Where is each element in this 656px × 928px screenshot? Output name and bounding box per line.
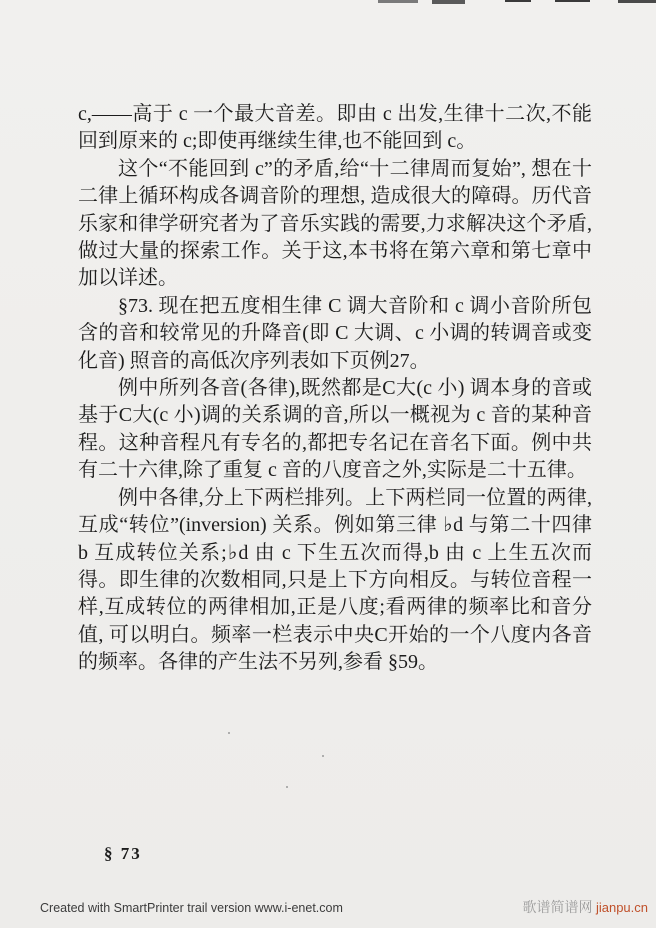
scan-speck [322,755,324,757]
paragraph-section-73: §73. 现在把五度相生律 C 调大音阶和 c 调小音阶所包含的音和较常见的升降音(即 C 大调、c 小调的转调音或变化音) 照音的高低次序列表如下页例27。 [78,294,592,372]
scan-artifact-dash [432,0,465,4]
paragraph-contradiction: 这个“不能回到 c”的矛盾,给“十二律周而复始”, 想在十二律上循环构成各调音阶的理想, 造成很大的障碍。历代音乐家和律学研究者为了音乐实践的需要,力求解决这个矛盾,做过大量的探索工作。关于这,本书将在第六章和第七章中加以详述。 [78,157,592,290]
scan-artifact-dash [378,0,418,3]
paragraph-continuation: c,——高于 c 一个最大音差。即由 c 出发,生律十二次,不能回到原来的 c;即使再继续生律,也不能回到 c。 [78,103,592,153]
site-watermark-name: 歌谱简谱网 [522,901,593,916]
scan-speck [228,732,230,734]
printer-watermark: Created with SmartPrinter trail version www.i-enet.com [40,901,343,915]
scan-artifact-dash [505,0,531,2]
site-watermark-url: jianpu.cn [595,900,648,915]
paragraph-inversion: 例中各律,分上下两栏排列。上下两栏同一位置的两律,互成“转位”(inversion) 关系。例如第三律 ♭d 与第二十四律 b 互成转位关系;♭d 由 c 下生五次而得,b 由 c 上生五次而得。即生律的次数相同,只是上下方向相反。与转位音程一样,互成转位的两律相加,正是八度;看两律的频率比和音分值, 可以明白。频率一栏表示中央C开始的一个八度内各音的频率。各律的产生法不另列,参看 §59。 [78,486,592,674]
footer-section-label: § 73 [104,844,142,863]
scan-artifact-dash [618,0,656,3]
text-block [78,101,592,677]
scan-artifact-dash [555,0,590,2]
paragraph-listed-notes: 例中所列各音(各律),既然都是C大(c 小) 调本身的音或基于C大(c 小)调的关系调的音,所以一概视为 c 音的某种音程。这种音程凡有专名的,都把专名记在音名下面。例中共有二十六律,除了重复 c 音的八度音之外,实际是二十五律。 [78,377,592,482]
site-watermark [522,897,648,917]
scan-speck [286,786,288,788]
